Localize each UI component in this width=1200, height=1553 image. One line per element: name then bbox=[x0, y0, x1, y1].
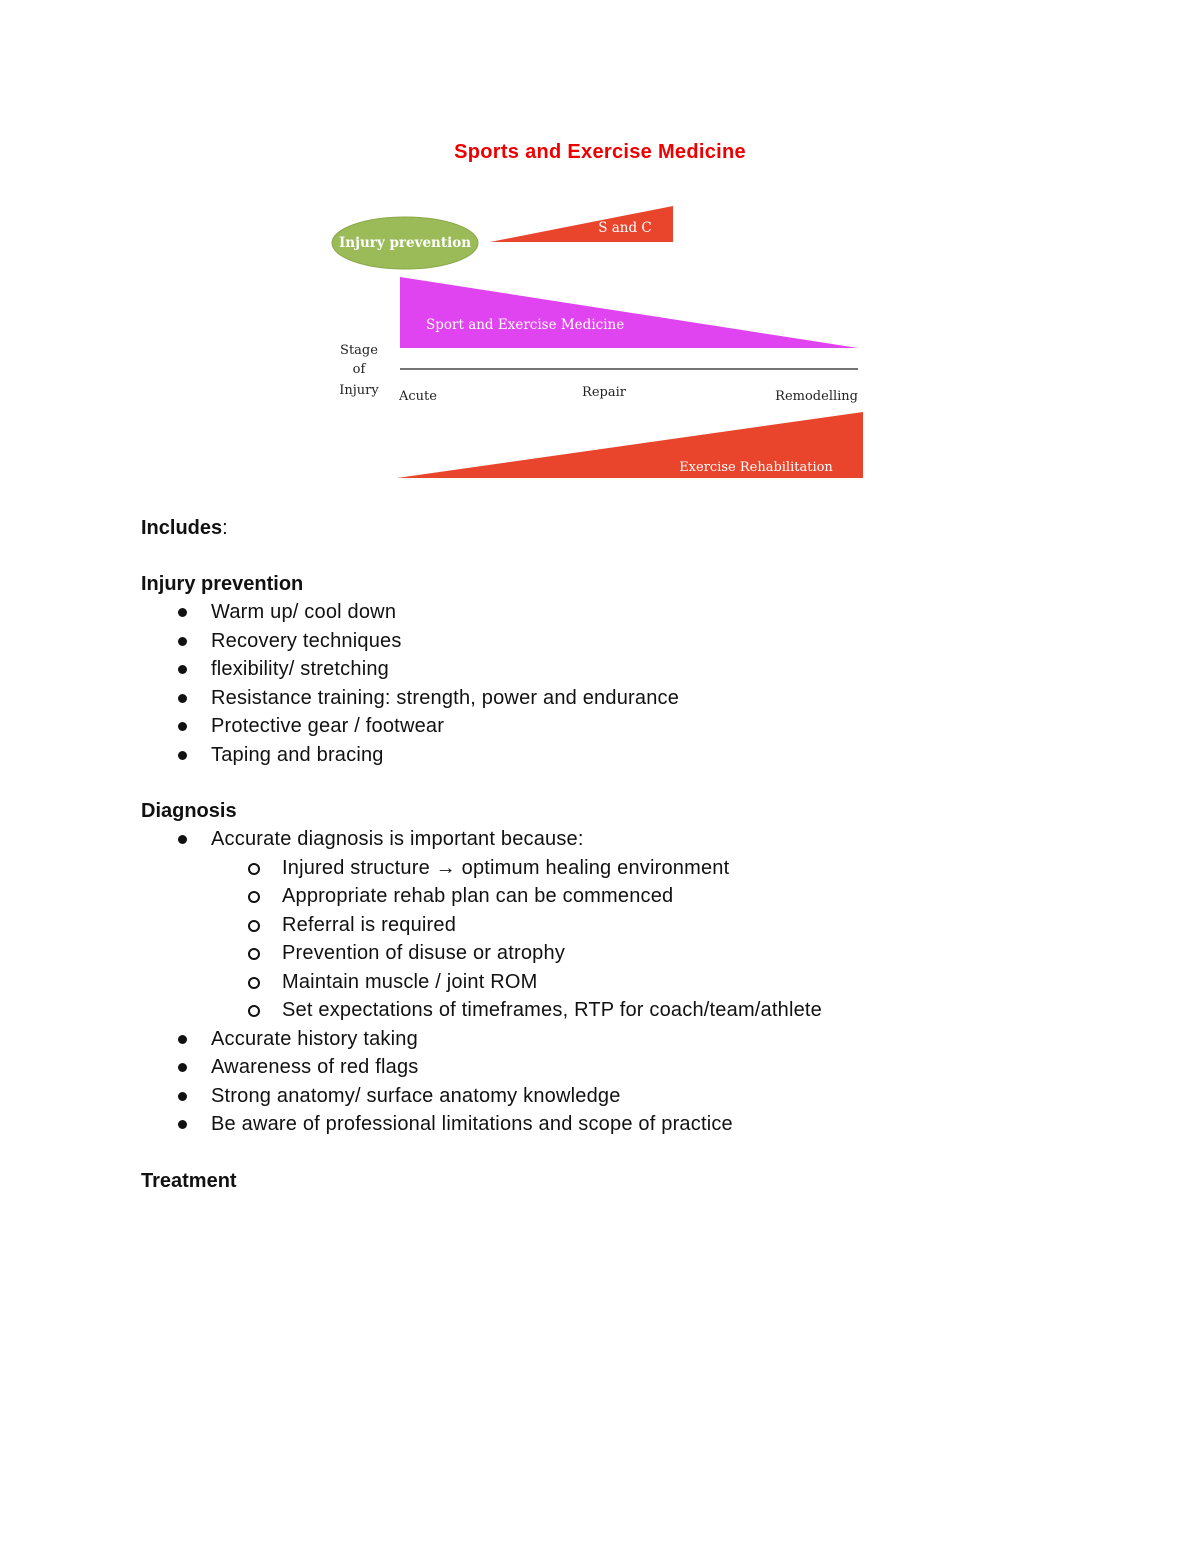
list-item bbox=[141, 1053, 1141, 1082]
bullet-icon bbox=[178, 722, 187, 731]
list-item-text: Accurate history taking bbox=[211, 1027, 418, 1050]
list-item bbox=[141, 712, 1141, 741]
list-item bbox=[141, 627, 1141, 656]
sub-list-item bbox=[141, 911, 1141, 940]
hollow-bullet-icon bbox=[248, 891, 260, 903]
sub-list-item-text: Set expectations of timeframes, RTP for coach/team/athlete bbox=[282, 999, 823, 1021]
list-item-text: Accurate diagnosis is important because: bbox=[211, 828, 584, 850]
injury-prevention-label: Injury prevention bbox=[338, 235, 472, 251]
sem-label: Sport and Exercise Medicine bbox=[426, 317, 625, 333]
diagnosis-list bbox=[141, 825, 1141, 1139]
hollow-bullet-icon bbox=[248, 948, 260, 960]
sub-list-item bbox=[141, 996, 1141, 1025]
injury-stage-diagram bbox=[330, 200, 870, 485]
list-item-text: Recovery techniques bbox=[211, 629, 402, 652]
list-item bbox=[141, 684, 1141, 713]
sub-list-item-text: Appropriate rehab plan can be commenced bbox=[282, 885, 674, 907]
s-and-c-label: S and C bbox=[598, 220, 652, 236]
list-item bbox=[141, 825, 1141, 854]
sub-list-item-text: Maintain muscle / joint ROM bbox=[282, 970, 538, 993]
bullet-icon bbox=[178, 1035, 187, 1044]
list-item bbox=[141, 1025, 1141, 1054]
hollow-bullet-icon bbox=[248, 863, 260, 875]
rehab-label: Exercise Rehabilitation bbox=[679, 460, 833, 475]
bullet-icon bbox=[178, 835, 187, 844]
sem-triangle bbox=[400, 277, 858, 348]
list-item-text: flexibility/ stretching bbox=[211, 658, 389, 680]
list-item bbox=[141, 1110, 1141, 1139]
sub-list-item bbox=[141, 939, 1141, 968]
stage-label-line-2: of bbox=[352, 362, 366, 377]
stage-repair: Repair bbox=[582, 385, 626, 400]
includes-colon: : bbox=[222, 517, 228, 539]
list-item-text: Warm up/ cool down bbox=[211, 601, 397, 623]
diagram-svg bbox=[330, 200, 870, 485]
treatment-heading: Treatment bbox=[141, 1169, 237, 1192]
sub-list-item bbox=[141, 854, 1141, 883]
list-item-text: Awareness of red flags bbox=[211, 1056, 419, 1078]
includes-heading-text: Includes bbox=[141, 517, 223, 539]
injury-prevention-heading: Injury prevention bbox=[141, 573, 304, 595]
list-item-text: Resistance training: strength, power and endurance bbox=[211, 686, 680, 709]
injury-prevention-list bbox=[141, 598, 1141, 769]
stage-acute: Acute bbox=[399, 389, 437, 404]
spacer bbox=[141, 542, 1141, 570]
stage-label-line-1: Stage bbox=[340, 343, 378, 358]
document-body bbox=[141, 514, 1141, 1195]
list-item-text: Be aware of professional limitations and scope of practice bbox=[211, 1113, 733, 1135]
page-title: Sports and Exercise Medicine bbox=[454, 141, 746, 163]
stage-label-line-3: Injury bbox=[339, 383, 379, 398]
hollow-bullet-icon bbox=[248, 977, 260, 989]
list-item bbox=[141, 741, 1141, 770]
spacer bbox=[141, 1139, 1141, 1167]
bullet-icon bbox=[178, 665, 187, 674]
list-item-text: Taping and bracing bbox=[211, 743, 384, 766]
sub-list-item bbox=[141, 968, 1141, 997]
bullet-icon bbox=[178, 608, 187, 617]
spacer bbox=[141, 769, 1141, 797]
sub-list-item-text: Injured structure → optimum healing environment bbox=[282, 856, 730, 879]
bullet-icon bbox=[178, 751, 187, 760]
list-item bbox=[141, 1082, 1141, 1111]
hollow-bullet-icon bbox=[248, 920, 260, 932]
bullet-icon bbox=[178, 1063, 187, 1072]
sub-list-item bbox=[141, 882, 1141, 911]
bullet-icon bbox=[178, 1092, 187, 1101]
diagnosis-heading: Diagnosis bbox=[141, 800, 237, 822]
includes-heading bbox=[141, 514, 1141, 542]
stage-remodelling: Remodelling bbox=[775, 389, 858, 404]
hollow-bullet-icon bbox=[248, 1005, 260, 1017]
list-item bbox=[141, 598, 1141, 627]
sub-list-item-text: Prevention of disuse or atrophy bbox=[282, 942, 566, 964]
list-item-text: Protective gear / footwear bbox=[211, 715, 445, 737]
list-item bbox=[141, 655, 1141, 684]
bullet-icon bbox=[178, 694, 187, 703]
bullet-icon bbox=[178, 1120, 187, 1129]
list-item-text: Strong anatomy/ surface anatomy knowledge bbox=[211, 1084, 621, 1107]
bullet-icon bbox=[178, 637, 187, 646]
sub-list-item-text: Referral is required bbox=[282, 913, 457, 936]
